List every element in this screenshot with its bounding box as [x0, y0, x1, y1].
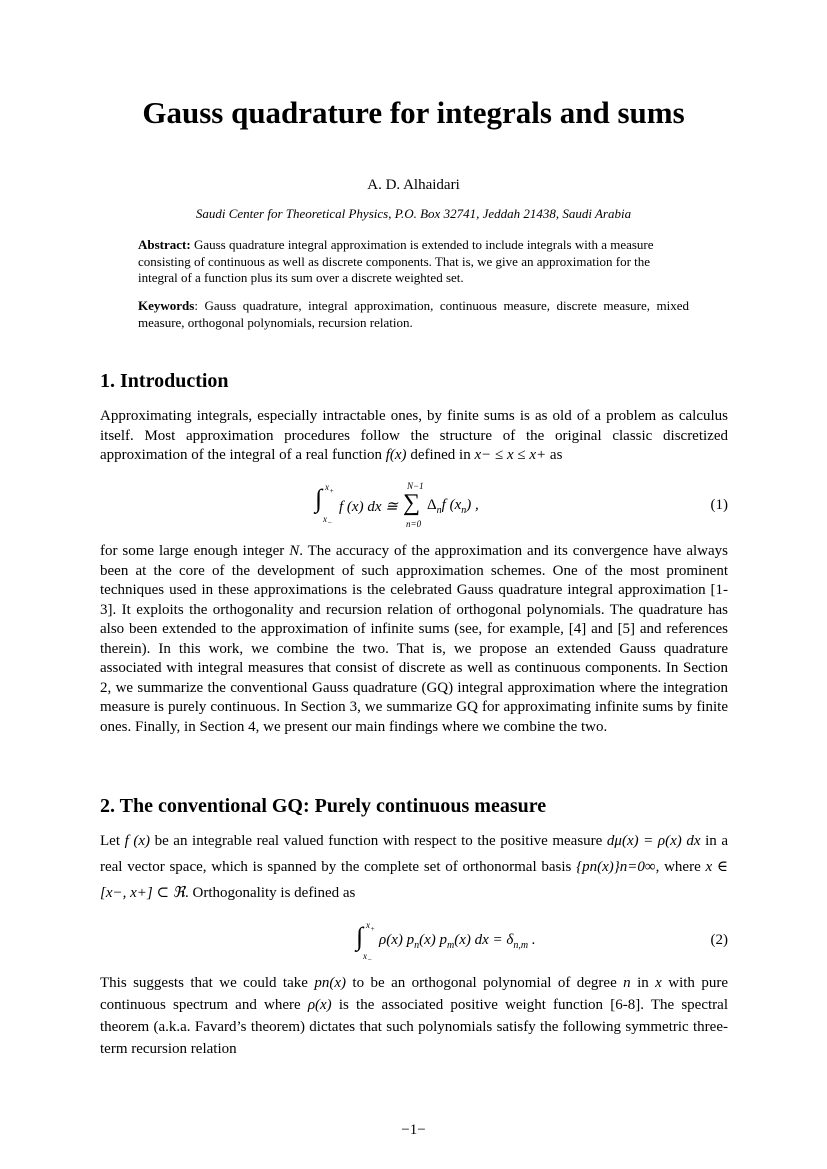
intro-paragraph-2: for some large enough integer N. The accuracy of the approximation and its convergence have always been at the core of the development of such approximation schemes. One of the most prominent techniques used in these approximations is the celebrated Gauss quadrature integral approximation [1-3]. It exploits the orthogonality and recursion relation of orthogonal polynomials. The quadrature has also been extended to the approximation of infinite sums (see, for example, [4] and [5] and references therein). In this work, we combine the two. That is, we propose an extended Gauss quadrature associated with integral measures that consist of discrete as well as continuous components. In Section 2, we summarize the conventional Gauss quadrature (GQ) integral approximation where the integration measure is purely continuous. In Section 3, we summarize GQ for approximating infinite sums by finite ones. Finally, in Section 4, we present our main findings where we combine the two.: [100, 543, 728, 735]
domain-range: x− ≤ x ≤ x+: [474, 447, 547, 463]
measure-dmu: dμ(x) =: [606, 833, 654, 849]
domain-inclusion: x ∈ [x−, x+] ⊂ ℜ: [100, 859, 728, 901]
function-fx: f(x): [385, 447, 407, 463]
abstract-label: Abstract:: [138, 237, 191, 252]
author-name: A. D. Alhaidari: [367, 177, 460, 193]
paper-page: Gauss quadrature for integrals and sums A. D. Alhaidari Saudi Center for Theoretical Physics, P.O. Box 32741, Jeddah 21438, Saudi Arabia Abstract: Gauss quadrature integral approximation is extended to include integrals with a measure consisting of continuous as well as discrete components. That is, we give an approximation for the integral of a function plus its sum over a discrete weighted set. Keywords: Gauss quadrature, integral approximation, continuous measure, discrete measure, mixed measure, orthogonal polynomials, recursion relation. 1. Introduction Approximating integrals, especially intractable ones, by finite sums is as old of a problem as calculus itself. Most approximation procedures follow the structure of the original classic discretized approximation of the integral of a real function f(x) defined in x− ≤ x ≤ x+ as ∫ $x_+$ $x_-$ f (x) dx ≅ N−1 ∑ n=0 $\Delta_nf$ $(x_n)$ , (1) for some large enough integer N. The accuracy of the approximation and its convergence have always been at the core of the development of such approximation schemes. One of the most prominent techniques used in these approximations is the celebrated Gauss quadrature integral approximation [1-3]. It exploits the orthogonality and recursion relation of orthogonal polynomials. The quadrature has also been extended to the approximation of infinite sums (see, for example, [4] and [5] and references therein). In this work, we combine the two. That is, we propose an extended Gauss quadrature associated with integral measures that consist of discrete as well as continuous components. In Section 2, we summarize the conventional Gauss quadrature (GQ) integral approximation where the integration measure is purely continuous. In Section 3, we summarize GQ for approximating infinite sums by finite ones. Finally, in Section 4, we present our main findings where we combine the two. 2. The conventional GQ: Purely continuous measure Let f (x) be an integrable real valued function with respect to the positive measure dμ(x) = ρ(x) dx in a real vector space, which is spanned by the complete set of orthonormal basis {pn(x)}n=0∞, where x ∈ [x−, x+] ⊂ ℜ. Orthogonality is defined as ∫ $x_+$ $x_-$ ρ(x) $p_n(x)$ $p_m(x)$ dx = $\delta_{n,m}$ . (2) This suggests that we could take pn(x) to be an orthogonal polynomial of degree n in x with pure continuous spectrum and where ρ(x) is the associated positive weight function [6-8]. The spectral theorem (a.k.a. Favard’s theorem) dictates that such polynomials satisfy the following symmetric three-term recursion relation −1−: [0, 0, 827, 1169]
abstract: [138, 237, 689, 287]
abstract-text: Gauss quadrature integral approximation is extended to include integrals with a measure consisting of continuous as well as discrete components. That is, we give an approximation for the integral of a function plus its sum over a discrete weighted set.: [138, 237, 654, 285]
section-heading-conventional-gq: 2. The conventional GQ: Purely continuous measure: [100, 795, 547, 817]
author-affiliation: Saudi Center for Theoretical Physics, P.O. Box 32741, Jeddah 21438, Saudi Arabia: [195, 206, 632, 221]
equation-1-number: (1): [710, 497, 728, 513]
section2-paragraph-2: This suggests that we could take pn(x) to be an orthogonal polynomial of degree n in x with pure continuous spectrum and where ρ(x) is the associated positive weight function [6-8]. The spectral theorem (a.k.a. Favard’s theorem) dictates that such polynomials satisfy the following symmetric three-term recursion relation: [100, 975, 729, 1057]
keywords: [138, 298, 689, 331]
intro-paragraph-1: Approximating integrals, especially intractable ones, by finite sums is as old of a problem as calculus itself. Most approximation procedures follow the structure of the original classic discretized approximation of the integral of a real function f(x) defined in x− ≤ x ≤ x+ as: [100, 408, 728, 463]
equation-2-number: (2): [710, 932, 728, 948]
section-heading-introduction: 1. Introduction: [100, 370, 229, 392]
measure-rho-dx: ρ(x) dx: [657, 833, 701, 849]
section2-paragraph-1: Let f (x) be an integrable real valued function with respect to the positive measure dμ(x) = ρ(x) dx in a real vector space, which is spanned by the complete set of orthonormal basis {pn(x)}n=0∞, where x ∈ [x−, x+] ⊂ ℜ. Orthogonality is defined as: [100, 833, 728, 901]
basis-set: {pn(x)}n=0∞: [576, 859, 656, 875]
page-number: −1−: [401, 1122, 426, 1138]
paper-title: Gauss quadrature for integrals and sums: [142, 95, 685, 130]
keywords-label: Keywords: [138, 298, 195, 313]
keywords-text: : Gauss quadrature, integral approximation, continuous measure, discrete measure, mixed measure, orthogonal polynomials, recursion relation.: [138, 298, 689, 330]
